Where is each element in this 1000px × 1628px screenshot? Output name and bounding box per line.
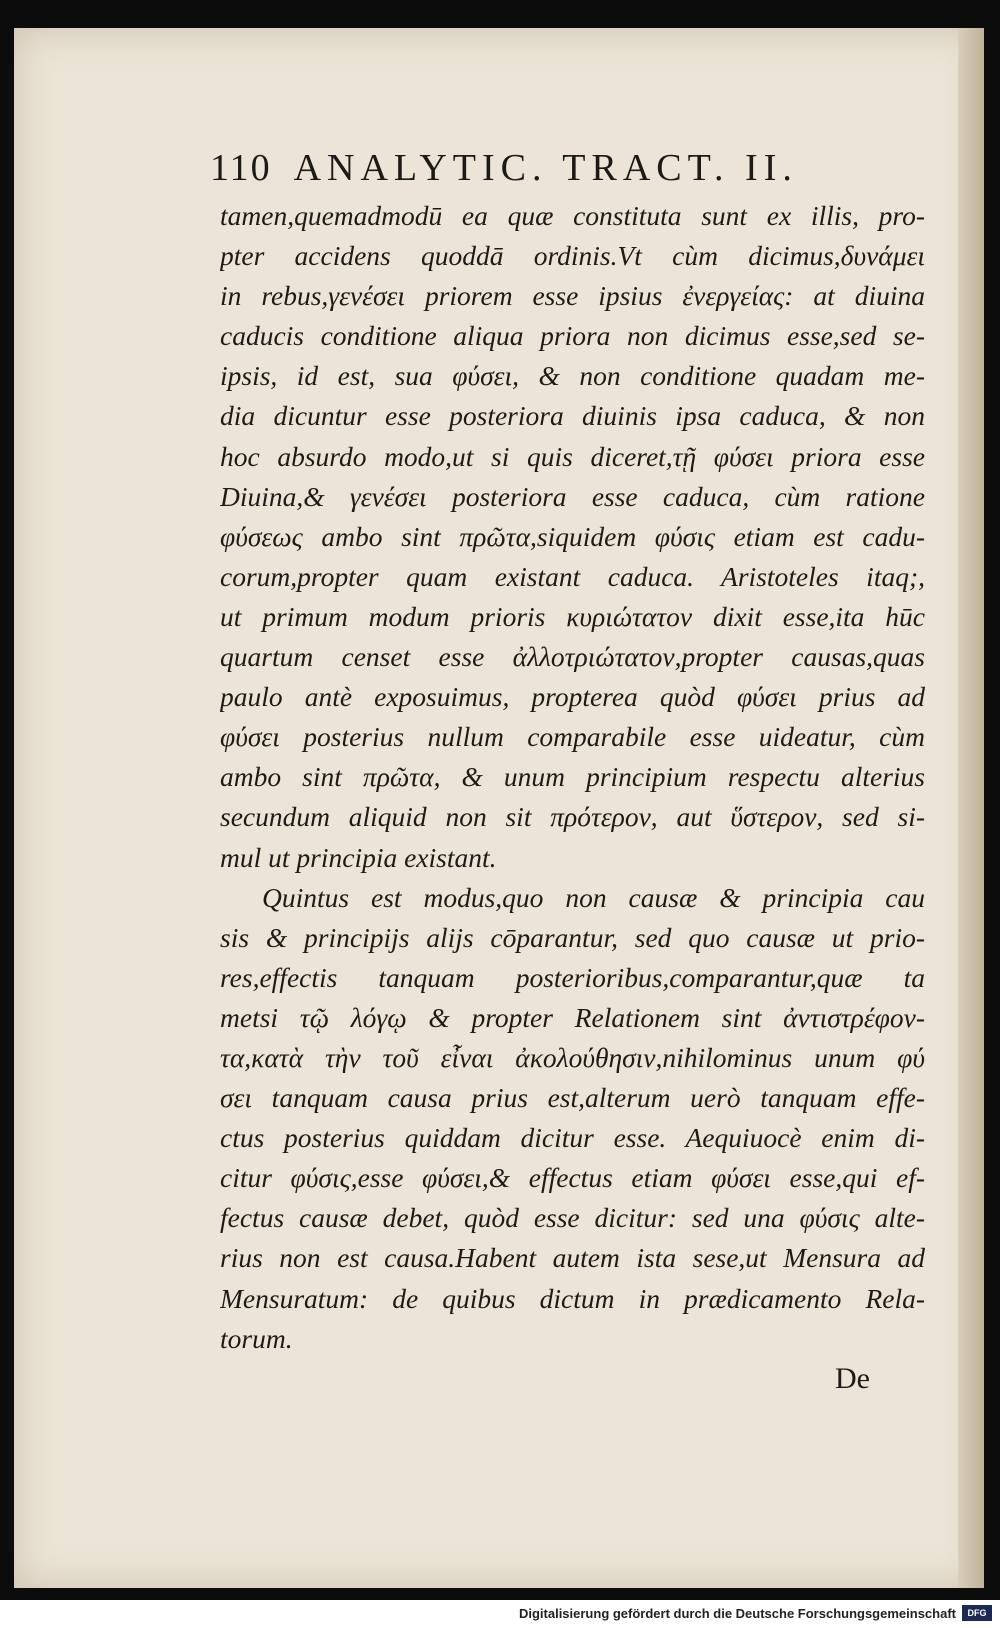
text-line: Mensuratum: de quibus dictum in prædicamento Rela-	[220, 1282, 925, 1314]
text-line: pter accidens quoddā ordinis.Vt cùm dicimus,δυνάμει	[220, 240, 925, 272]
catchword: De	[835, 1362, 870, 1395]
text-line: φύσει posterius nullum comparabile esse uideatur, cùm	[220, 721, 925, 753]
text-line: res,effectis tanquam posterioribus,comparantur,quæ ta	[220, 961, 925, 993]
text-line: quartum censet esse ἀλλοτριώτατον,propter causas,quas	[220, 641, 925, 673]
text-line: fectus causæ debet, quòd esse dicitur: sed una φύσις alte-	[220, 1202, 925, 1234]
text-line: citur φύσις,esse φύσει,& effectus etiam φύσει esse,qui ef-	[220, 1162, 925, 1194]
text-line: φύσεως ambo sint πρῶτα,siquidem φύσις etiam est cadu-	[220, 520, 925, 552]
text-line: mul ut principia existant.	[220, 841, 497, 873]
text-line: ambo sint πρῶτα, & unum principium respectu alterius	[220, 761, 925, 793]
page-number: 110	[210, 147, 272, 189]
text-line: σει tanquam causa prius est,alterum uerò tanquam effe-	[220, 1082, 925, 1114]
text-line: rius non est causa.Habent autem ista sese,ut Mensura ad	[220, 1242, 925, 1274]
text-line: metsi τῷ λόγῳ & propter Relationem sint ἀντιστρέφον-	[220, 1001, 925, 1033]
text-line: hoc absurdo modo,ut si quis diceret,τῇ φύσει priora esse	[220, 440, 925, 472]
text-line: in rebus,γενέσει priorem esse ipsius ἐνεργείας: at diuina	[220, 280, 925, 312]
text-line: corum,propter quam existant caduca. Aristoteles itaq;,	[220, 560, 925, 592]
text-line: paulo antè exposuimus, propterea quòd φύσει prius ad	[220, 681, 925, 713]
text-line: τα,κατὰ τὴν τοῦ εἶναι ἀκολούθησιν,nihilominus unum φύ	[220, 1041, 925, 1073]
dfg-logo: DFG	[962, 1605, 992, 1621]
text-line: tamen,quemadmodū ea quæ constituta sunt ex illis, pro-	[220, 200, 925, 231]
funding-credit: Digitalisierung gefördert durch die Deutsche Forschungsgemeinschaft	[518, 1606, 956, 1621]
text-line: ut primum modum prioris κυριώτατον dixit esse,ita hūc	[220, 600, 925, 632]
text-line: secundum aliquid non sit πρότερον, aut ὕστερον, sed si-	[220, 801, 925, 833]
text-line: dia dicuntur esse posteriora diuinis ipsa caduca, & non	[220, 400, 925, 432]
text-line: caducis conditione aliqua priora non dicimus esse,sed se-	[220, 320, 925, 352]
text-line: sis & principijs alijs cōparantur, sed quo causæ ut prio-	[220, 921, 925, 953]
text-line: ctus posterius quiddam dicitur esse. Aequiuocè enim di-	[220, 1122, 925, 1154]
paragraph-start-line: Quintus est modus,quo non causæ & principia cau	[262, 881, 925, 913]
text-line: ipsis, id est, sua φύσει, & non conditione quadam me-	[220, 360, 925, 392]
digitization-footer	[0, 1600, 1000, 1628]
running-head	[210, 146, 930, 190]
text-line: Diuina,& γενέσει posteriora esse caduca, cùm ratione	[220, 480, 925, 512]
running-title: ANALYTIC. TRACT. II.	[293, 147, 798, 189]
body-text	[220, 196, 925, 1359]
text-line: torum.	[220, 1322, 293, 1354]
page-edge	[958, 28, 984, 1588]
